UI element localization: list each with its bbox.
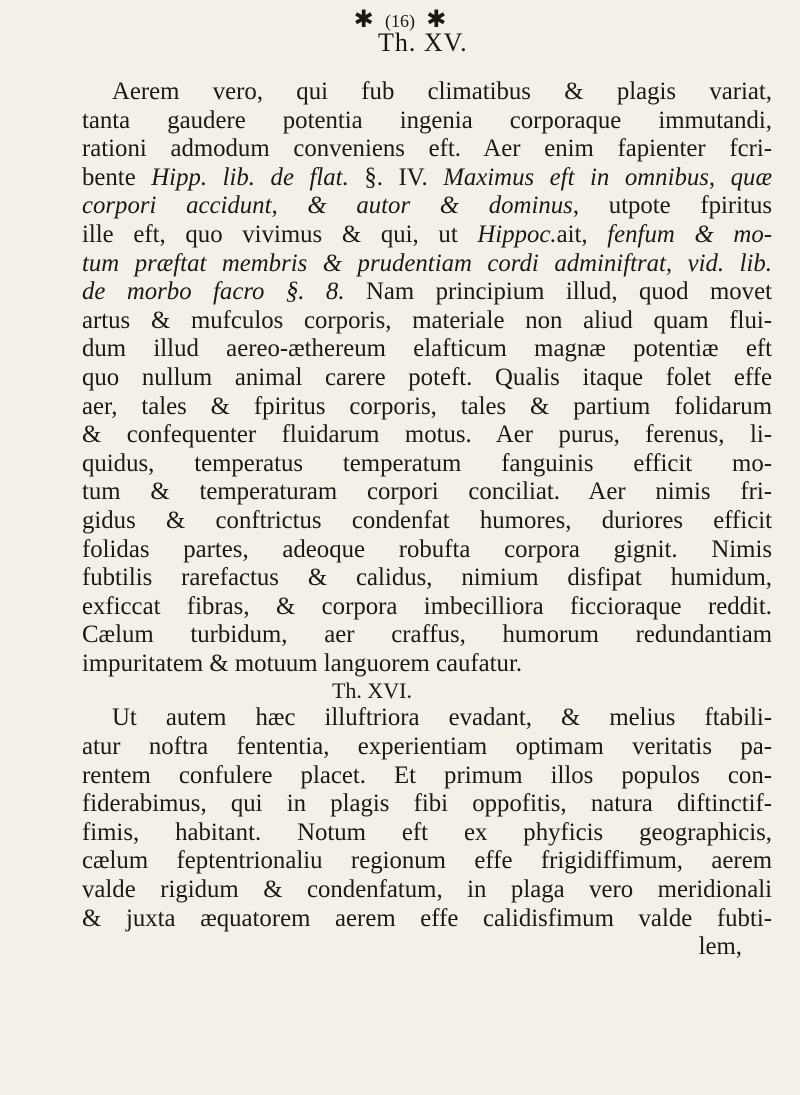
page-number: (16): [385, 11, 415, 31]
text-fragment: Nam principium illud, quod movet: [365, 278, 772, 306]
text-line: quo nullum animal carere poteft. Qualis itaque folet effe: [82, 363, 772, 391]
text-line: valde rigidum & condenfatum, in plaga vero meridionali: [82, 876, 772, 904]
text-line: & confequenter fluidarum motus. Aer purus, ferenus, li-: [82, 421, 772, 449]
text-line: & juxta æquatorem aerem effe calidisfimum valde fubti-: [82, 904, 772, 932]
section-heading-xvi: Th. XVI.: [331, 678, 413, 704]
text-line: Ut autem hæc illuftriora evadant, & melius ftabili-: [112, 704, 772, 732]
text-line: dum illud aereo-æthereum elafticum magnæ potentiæ eft: [82, 335, 772, 363]
citation: , vid. lib.: [665, 249, 772, 277]
quotation: Maximus eft in omnibus, quæ: [443, 163, 772, 191]
quotation: præftat membris & prudentiam cordi adminiftrat: [134, 249, 666, 277]
text-line: artus & mufculos corporis, materiale non aliud quam flui-: [82, 306, 772, 334]
text-line: aer, tales & fpiritus corporis, tales & partium folidarum: [82, 392, 772, 420]
text-line: rentem confulere placet. Et primum illos populos con-: [82, 761, 772, 789]
text-line: cælum feptentrionaliu regionum effe frigidiffimum, aerem: [82, 847, 772, 875]
text-line: folidas partes, adeoque robufta corpora gignit. Nimis: [82, 535, 772, 563]
text-line: [82, 250, 772, 279]
ornament-right-icon: ✱: [426, 7, 447, 33]
citation: Hipp. lib. de flat.: [151, 163, 349, 191]
body-text: [82, 78, 772, 962]
text-fragment: ait,: [556, 220, 608, 248]
text-line: exficcat fibras, & corpora imbecilliora ficcioraque reddit.: [82, 592, 772, 620]
text-fragment: bente: [82, 163, 152, 191]
text-fragment: , utpote fpiritus: [572, 192, 773, 220]
citation: de morbo facro §. 8.: [82, 278, 366, 306]
text-line: tum & temperaturam corpori conciliat. Aer nimis fri-: [82, 478, 772, 506]
quotation: fenfum & mo-: [607, 220, 772, 248]
text-line: fiderabimus, qui in plagis fibi oppofitis, natura diftinctif-: [82, 790, 772, 818]
text-fragment: §. IV.: [348, 163, 444, 191]
text-line: fubtilis rarefactus & calidus, nimium disfipat humidum,: [82, 564, 772, 592]
text-line: Aerem vero, qui fub climatibus & plagis variat,: [112, 78, 772, 105]
text-line: [82, 164, 772, 193]
text-fragment: ille eft, quo vivimus & qui, ut: [82, 220, 478, 248]
text-line: gidus & conftrictus condenfat humores, duriores efficit: [82, 506, 772, 534]
text-line: quidus, temperatus temperatum fanguinis efficit mo-: [82, 449, 772, 477]
text-line: fimis, habitant. Notum eft ex phyficis geographicis,: [82, 818, 772, 846]
text-line: [82, 192, 772, 221]
section-heading-xv: Th. XV.: [378, 28, 468, 57]
text-line: Cælum turbidum, aer craffus, humorum redundantiam: [82, 621, 772, 649]
text-line: rationi admodum conveniens eft. Aer enim fapienter fcri-: [82, 135, 772, 163]
quotation: tum: [82, 249, 135, 277]
text-line: impuritatem & motuum languorem caufatur.: [82, 649, 523, 677]
ornament-left-icon: ✱: [353, 7, 374, 33]
text-line: tanta gaudere potentia ingenia corporaque immutandi,: [82, 106, 772, 134]
citation: Hippoc.: [477, 220, 557, 248]
text-line: [82, 221, 772, 250]
catchword: lem,: [698, 933, 742, 961]
text-line: atur noftra fententia, experientiam optimam veritatis pa-: [82, 733, 772, 761]
quotation: corpori accidunt,: [82, 192, 308, 220]
text-line: [82, 278, 772, 307]
quotation: & autor & dominus: [307, 192, 573, 220]
